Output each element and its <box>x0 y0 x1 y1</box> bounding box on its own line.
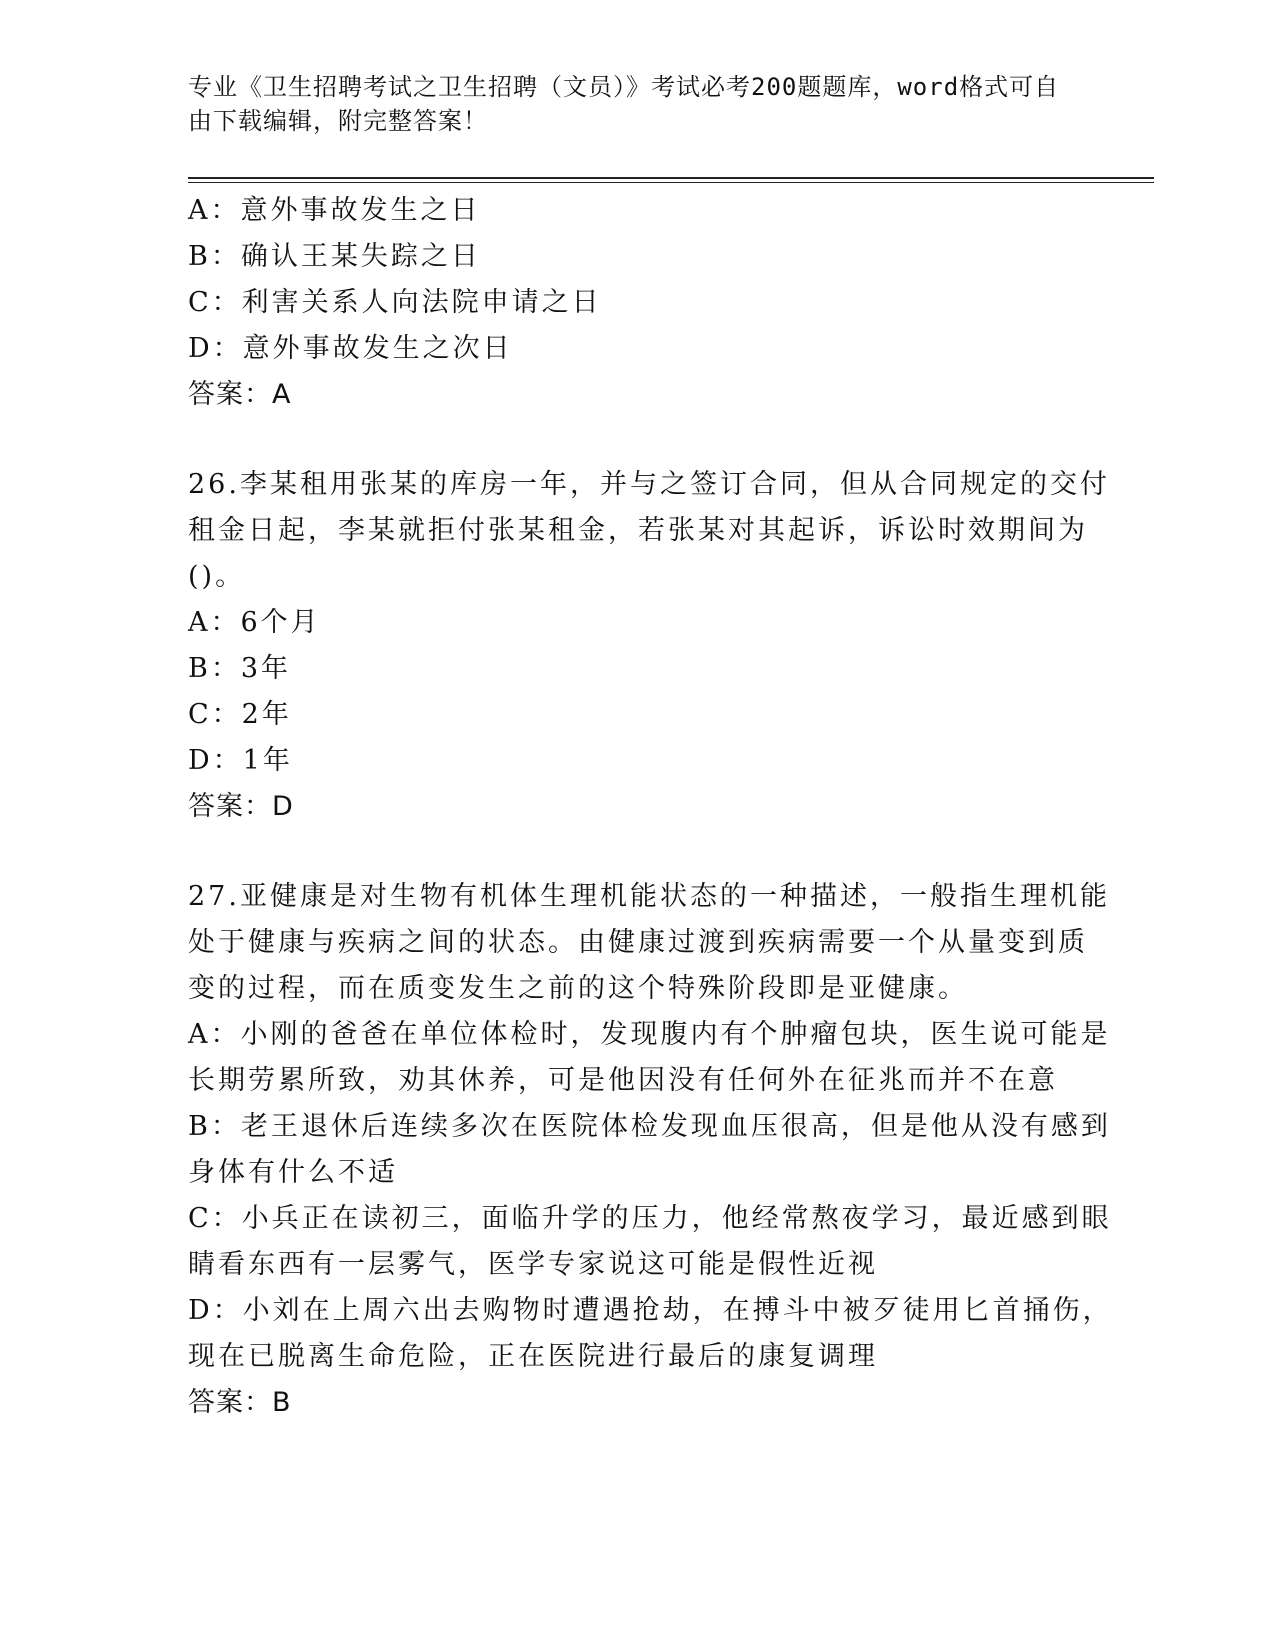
option-c: C：2年 <box>188 699 292 730</box>
answer-line: 答案：B <box>188 1387 292 1418</box>
option-a: A：6个月 <box>188 607 321 638</box>
question-content <box>188 188 1113 1426</box>
option-b: B：3年 <box>188 653 292 684</box>
option-b: B：确认王某失踪之日 <box>188 241 481 272</box>
option-d: D：意外事故发生之次日 <box>188 333 513 364</box>
question-stem-line: 租金日起，李某就拒付张某租金，若张某对其起诉，诉讼时效期间为 <box>188 515 1088 546</box>
option-a: A：意外事故发生之日 <box>188 195 481 226</box>
option-a-continuation: 长期劳累所致，劝其休养，可是他因没有任何外在征兆而并不在意 <box>188 1065 1058 1096</box>
question-25-block <box>188 188 1088 418</box>
option-c: C：小兵正在读初三，面临升学的压力，他经常熬夜学习，最近感到眼 <box>188 1203 1112 1234</box>
header-title-line-1: 专业《卫生招聘考试之卫生招聘（文员）》考试必考200题题库，word格式可自 <box>188 73 1060 101</box>
option-c-continuation: 睛看东西有一层雾气，医学专家说这可能是假性近视 <box>188 1249 878 1280</box>
answer-line: 答案：D <box>188 791 294 822</box>
header-divider-thin <box>188 182 1154 183</box>
question-stem-line: 处于健康与疾病之间的状态。由健康过渡到疾病需要一个从量变到质 <box>188 927 1088 958</box>
question-stem-line: 变的过程，而在质变发生之前的这个特殊阶段即是亚健康。 <box>188 973 968 1004</box>
question-stem-line: 26.李某租用张某的库房一年，并与之签订合同，但从合同规定的交付 <box>188 469 1110 500</box>
document-header <box>188 70 1078 138</box>
question-stem-line: 27.亚健康是对生物有机体生理机能状态的一种描述，一般指生理机能 <box>188 881 1110 912</box>
option-a: A：小刚的爸爸在单位体检时，发现腹内有个肿瘤包块，医生说可能是 <box>188 1019 1111 1050</box>
option-c: C：利害关系人向法院申请之日 <box>188 287 602 318</box>
option-d: D：小刘在上周六出去购物时遭遇抢劫，在搏斗中被歹徒用匕首捅伤， <box>188 1295 1113 1326</box>
header-divider-thick <box>188 177 1154 179</box>
question-27-block <box>188 874 1113 1426</box>
question-26-block <box>188 462 1110 830</box>
answer-line: 答案：A <box>188 379 292 410</box>
option-d-continuation: 现在已脱离生命危险，正在医院进行最后的康复调理 <box>188 1341 878 1372</box>
header-title-line-2: 由下载编辑，附完整答案！ <box>188 107 488 135</box>
option-d: D：1年 <box>188 745 293 776</box>
question-spacer <box>188 418 1088 462</box>
option-b-continuation: 身体有什么不适 <box>188 1157 398 1188</box>
option-b: B：老王退休后连续多次在医院体检发现血压很高，但是他从没有感到 <box>188 1111 1111 1142</box>
question-stem-line: ()。 <box>188 561 246 592</box>
question-spacer <box>188 830 1088 874</box>
